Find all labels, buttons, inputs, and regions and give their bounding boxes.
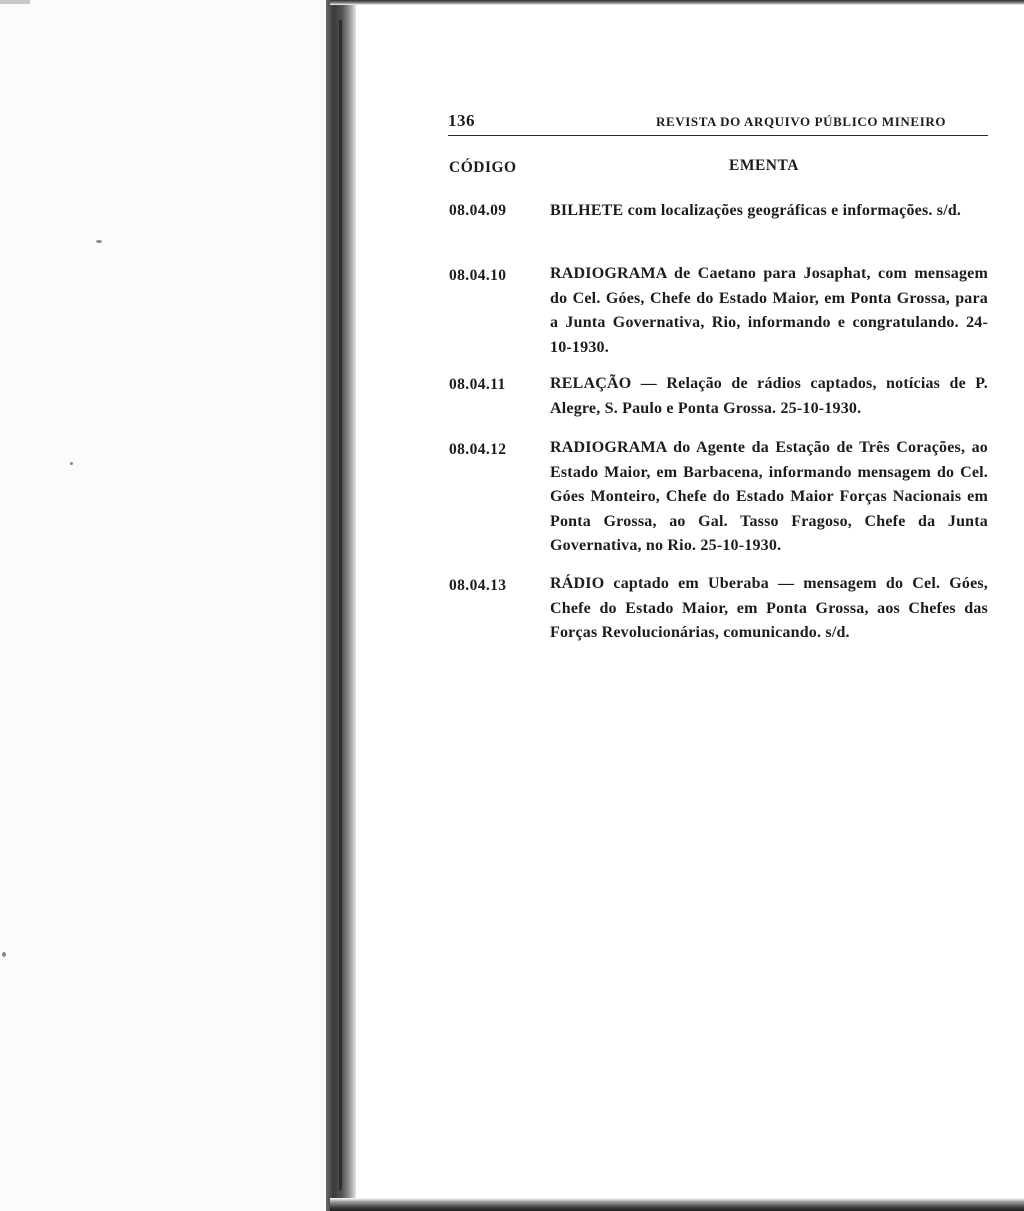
entry-text: BILHETE com localizações geográficas e informações. s/d. (550, 202, 962, 219)
entry-code: 08.04.13 (449, 577, 507, 594)
entry-code: 08.04.12 (449, 441, 507, 458)
entry-text: RADIOGRAMA de Caetano para Josaphat, com mensagem do Cel. Góes, Chefe do Estado Maior, em Ponta Grossa, para a Junta Governativa, Rio, informando e congratulando. 24-10-1930. (550, 265, 988, 356)
dust-speck (0, 0, 30, 4)
entry-code: 08.04.10 (449, 267, 507, 284)
dust-speck (2, 952, 6, 957)
entry-code: 08.04.11 (449, 376, 506, 393)
entry-text: RADIOGRAMA do Agente da Estação de Três Corações, ao Estado Maior, em Barbacena, informando mensagem do Cel. Góes Monteiro, Chefe do Estado Maior Forças Nacionais em Ponta Grossa, ao Gal. Tasso Fragoso, Chefe da Junta Governativa, no Rio. 25-10-1930. (550, 439, 988, 555)
column-header-summary: EMENTA (729, 157, 799, 174)
dust-speck (70, 462, 73, 465)
document-page (356, 5, 1024, 1198)
entry-text: RELAÇÃO — Relação de rádios captados, notícias de P. Alegre, S. Paulo e Ponta Grossa. 25-10-1930. (550, 375, 988, 417)
column-header-code: CÓDIGO (449, 159, 517, 176)
entry-code: 08.04.09 (449, 202, 507, 219)
dust-speck (96, 240, 102, 243)
running-header (448, 111, 988, 136)
page-bottom-edge (330, 1198, 1024, 1211)
entry-text: RÁDIO captado em Uberaba — mensagem do Cel. Góes, Chefe do Estado Maior, em Ponta Grossa, aos Chefes das Forças Revolucionárias, comunicando. s/d. (550, 575, 988, 642)
page-number: 136 (448, 111, 475, 130)
outer-margin (0, 0, 336, 1211)
journal-title: REVISTA DO ARQUIVO PÚBLICO MINEIRO (656, 114, 947, 129)
book-spine-shadow (339, 20, 342, 1190)
